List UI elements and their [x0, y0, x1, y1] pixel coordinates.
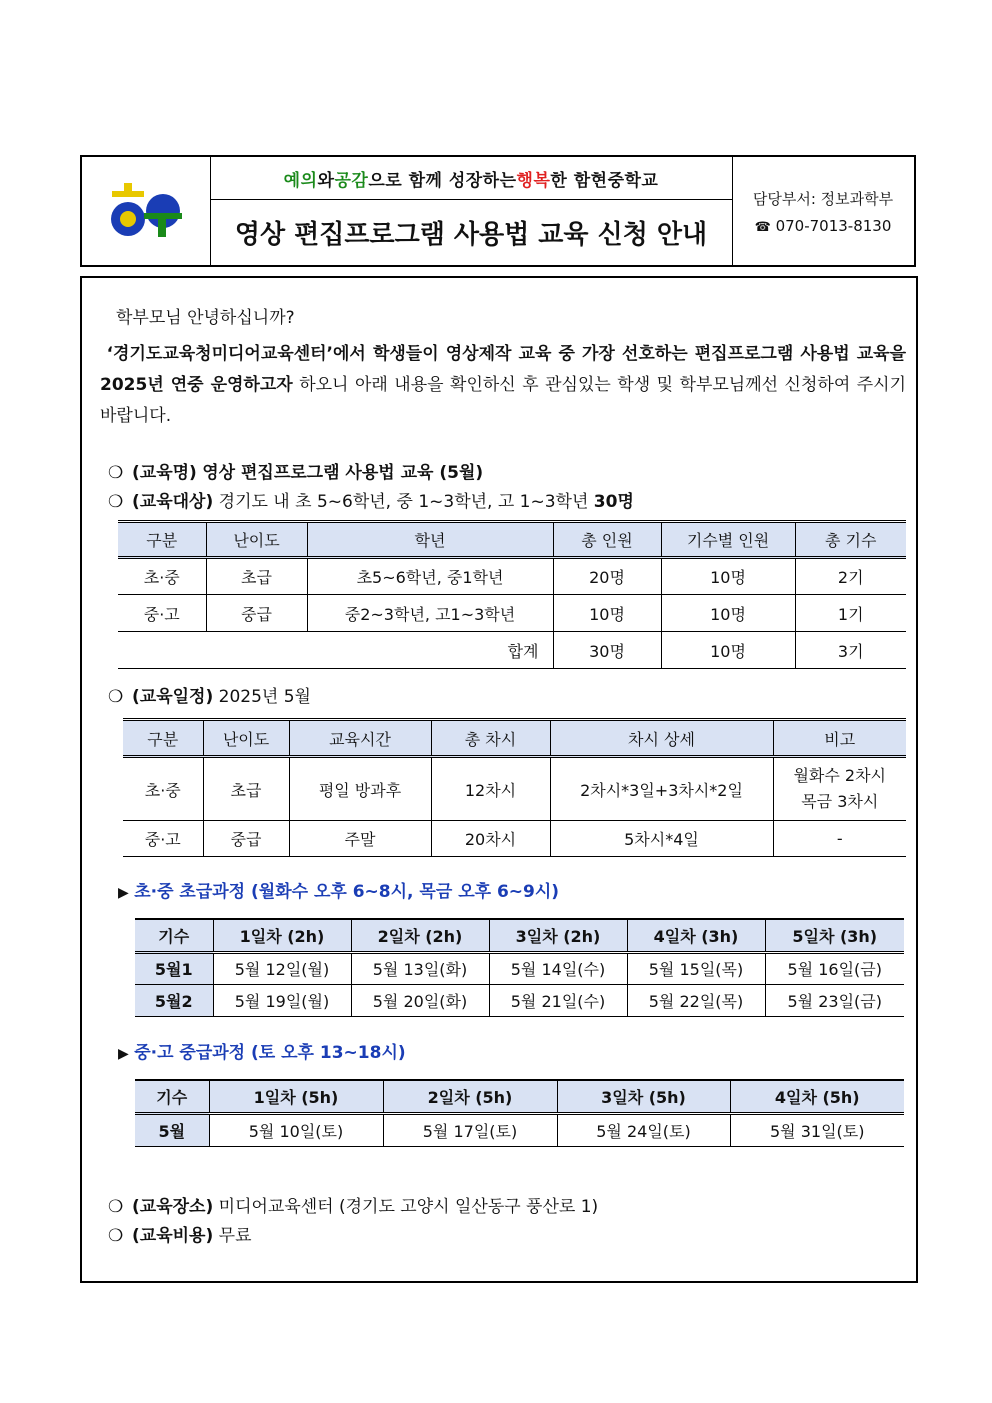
- schedule-table: [123, 718, 906, 857]
- table-cell: 5월 14일(수): [489, 952, 627, 984]
- item-schedule: [108, 682, 311, 707]
- col-header: 4일차 (5h): [730, 1080, 904, 1113]
- table-cell: 10명: [661, 632, 795, 669]
- item-text: 초·중 초급과정 (월화수 오후 6~8시, 목금 오후 6~9시): [134, 882, 560, 902]
- item-text: 30명: [593, 492, 634, 512]
- item-cost: [108, 1221, 252, 1246]
- phone-number: 070-7013-8130: [775, 216, 892, 235]
- table-cell: 5월 13일(화): [351, 952, 489, 984]
- total-row: [118, 632, 906, 669]
- item-text: 미디어교육센터 (경기도 고양시 일산동구 풍산로 1): [218, 1197, 599, 1217]
- bullet-icon: ❍: [108, 492, 124, 512]
- col-header: 2일차 (5h): [383, 1080, 557, 1113]
- col-header: 5일차 (3h): [765, 919, 904, 952]
- table-row: [135, 952, 904, 984]
- table-cell: 초급: [206, 558, 307, 595]
- enrollment-table: [118, 520, 906, 669]
- table-row: [135, 984, 904, 1016]
- bullet-icon: ❍: [108, 1197, 124, 1217]
- col-header: 차시 상세: [550, 720, 773, 757]
- course1-table: [135, 918, 904, 1017]
- item-text: (교육장소): [132, 1197, 214, 1217]
- item-target: [108, 487, 634, 512]
- col-header: 구분: [123, 720, 203, 757]
- table-cell: 30명: [553, 632, 661, 669]
- school-logo-cell: [82, 157, 211, 265]
- course2-table: [135, 1079, 904, 1147]
- table-cell: 5월 24일(토): [557, 1113, 730, 1146]
- intro-paragraph: [100, 339, 906, 432]
- motto-word-courtesy: 예의: [283, 170, 318, 191]
- col-header: 기수: [135, 919, 213, 952]
- table-cell: 10명: [553, 595, 661, 632]
- table-cell: 5월: [135, 1113, 209, 1146]
- col-header: 3일차 (5h): [557, 1080, 730, 1113]
- item-course-name: [108, 458, 483, 483]
- table-cell: 초5~6학년, 중1학년: [307, 558, 553, 595]
- table-row: [135, 1113, 904, 1146]
- item-place: [108, 1192, 598, 1217]
- table-cell: 초·중: [123, 757, 203, 821]
- table-cell: 합계: [118, 632, 553, 669]
- table-cell: 5월 22일(목): [627, 984, 765, 1016]
- item-text: (교육일정): [132, 687, 214, 707]
- table-cell: 12차시: [431, 757, 550, 821]
- course1-heading: [118, 877, 559, 902]
- col-header: 난이도: [203, 720, 289, 757]
- item-text: (교육대상): [132, 492, 214, 512]
- course2-heading: [118, 1038, 406, 1063]
- table-cell: 5월2: [135, 984, 213, 1016]
- table-cell: 1기: [795, 595, 906, 632]
- table-cell: 중·고: [123, 821, 203, 857]
- motto-text: 한 함현중학교: [550, 170, 659, 191]
- item-text: (교육명): [132, 463, 197, 483]
- item-text: (교육비용): [132, 1226, 214, 1246]
- intro-text: 하오니 아래 내용을 확인하신 후 관심있는 학생 및 학부모님께선 신청하여 주시기 바랍니다.: [100, 375, 906, 426]
- table-row: [123, 757, 906, 821]
- col-header: 2일차 (2h): [351, 919, 489, 952]
- table-cell: 20차시: [431, 821, 550, 857]
- item-text: 2025년 5월: [218, 687, 311, 707]
- table-row: [123, 821, 906, 857]
- col-header: 1일차 (5h): [209, 1080, 383, 1113]
- document-title: 영상 편집프로그램 사용법 교육 신청 안내: [234, 220, 708, 250]
- bullet-icon: ❍: [108, 687, 124, 707]
- table-cell: 주말: [289, 821, 431, 857]
- school-motto: [210, 157, 732, 200]
- col-header: 구분: [118, 522, 206, 558]
- document-header: [80, 155, 916, 267]
- motto-word-happiness: 행복: [516, 170, 551, 191]
- col-header: 1일차 (2h): [213, 919, 351, 952]
- table-cell: 5월 15일(목): [627, 952, 765, 984]
- table-cell: 20명: [553, 558, 661, 595]
- table-cell: 5월 16일(금): [765, 952, 904, 984]
- table-cell: 초급: [203, 757, 289, 821]
- center-name: ‘경기도교육청미디어교육센터’: [106, 344, 333, 364]
- table-cell: 5월 12일(월): [213, 952, 351, 984]
- table-cell: 중2~3학년, 고1~3학년: [307, 595, 553, 632]
- table-cell: 중급: [206, 595, 307, 632]
- phone-line: [755, 217, 892, 235]
- table-row: [118, 558, 906, 595]
- arrow-icon: ▶: [118, 885, 129, 901]
- table-row: [118, 595, 906, 632]
- arrow-icon: ▶: [118, 1046, 129, 1062]
- col-header: 기수별 인원: [661, 522, 795, 558]
- col-header: 학년: [307, 522, 553, 558]
- col-header: 총 차시: [431, 720, 550, 757]
- item-text: 무료: [218, 1226, 252, 1246]
- motto-text: 으로 함께 성장하는: [368, 170, 517, 191]
- bullet-icon: ❍: [108, 463, 124, 483]
- table-cell: 5월 10일(토): [209, 1113, 383, 1146]
- table-cell: 2기: [795, 558, 906, 595]
- table-cell: 중·고: [118, 595, 206, 632]
- table-cell: 3기: [795, 632, 906, 669]
- col-header: 기수: [135, 1080, 209, 1113]
- col-header: 비고: [773, 720, 906, 757]
- table-cell: 10명: [661, 595, 795, 632]
- col-header: 총 기수: [795, 522, 906, 558]
- item-text: 중·고 중급과정 (토 오후 13~18시): [134, 1043, 406, 1063]
- table-cell: -: [773, 821, 906, 857]
- col-header: 총 인원: [553, 522, 661, 558]
- table-cell: 5월 21일(수): [489, 984, 627, 1016]
- table-cell: 2차시*3일+3차시*2일: [550, 757, 773, 821]
- col-header: 난이도: [206, 522, 307, 558]
- table-cell: 5월 20일(화): [351, 984, 489, 1016]
- motto-text: 와: [317, 170, 335, 191]
- intro-bold-text: 에서 학생들이 영상제작 교육 중 가장 선호하는 편집프로그램 사용법 교육을 2025년 연중 운영하고자: [100, 344, 906, 395]
- item-text: 영상 편집프로그램 사용법 교육 (5월): [202, 463, 484, 483]
- table-cell: 5월 31일(토): [730, 1113, 904, 1146]
- col-header: 4일차 (3h): [627, 919, 765, 952]
- item-text: 경기도 내 초 5~6학년, 중 1~3학년, 고 1~3학년: [218, 492, 594, 512]
- bullet-icon: ❍: [108, 1226, 124, 1246]
- table-cell: 평일 방과후: [289, 757, 431, 821]
- table-cell: 월화수 2차시 목금 3차시: [773, 757, 906, 821]
- motto-word-empathy: 공감: [334, 170, 369, 191]
- table-cell: 중급: [203, 821, 289, 857]
- phone-icon: ☎: [754, 219, 771, 235]
- col-header: 교육시간: [289, 720, 431, 757]
- table-cell: 5월 17일(토): [383, 1113, 557, 1146]
- greeting: 학부모님 안녕하십니까?: [116, 308, 295, 328]
- table-cell: 초·중: [118, 558, 206, 595]
- col-header: 3일차 (2h): [489, 919, 627, 952]
- department: 담당부서: 정보과학부: [752, 189, 894, 208]
- table-cell: 5월1: [135, 952, 213, 984]
- table-cell: 5월 19일(월): [213, 984, 351, 1016]
- school-logo: [106, 181, 186, 241]
- table-cell: 5월 23일(금): [765, 984, 904, 1016]
- table-cell: 10명: [661, 558, 795, 595]
- table-cell: 5차시*4일: [550, 821, 773, 857]
